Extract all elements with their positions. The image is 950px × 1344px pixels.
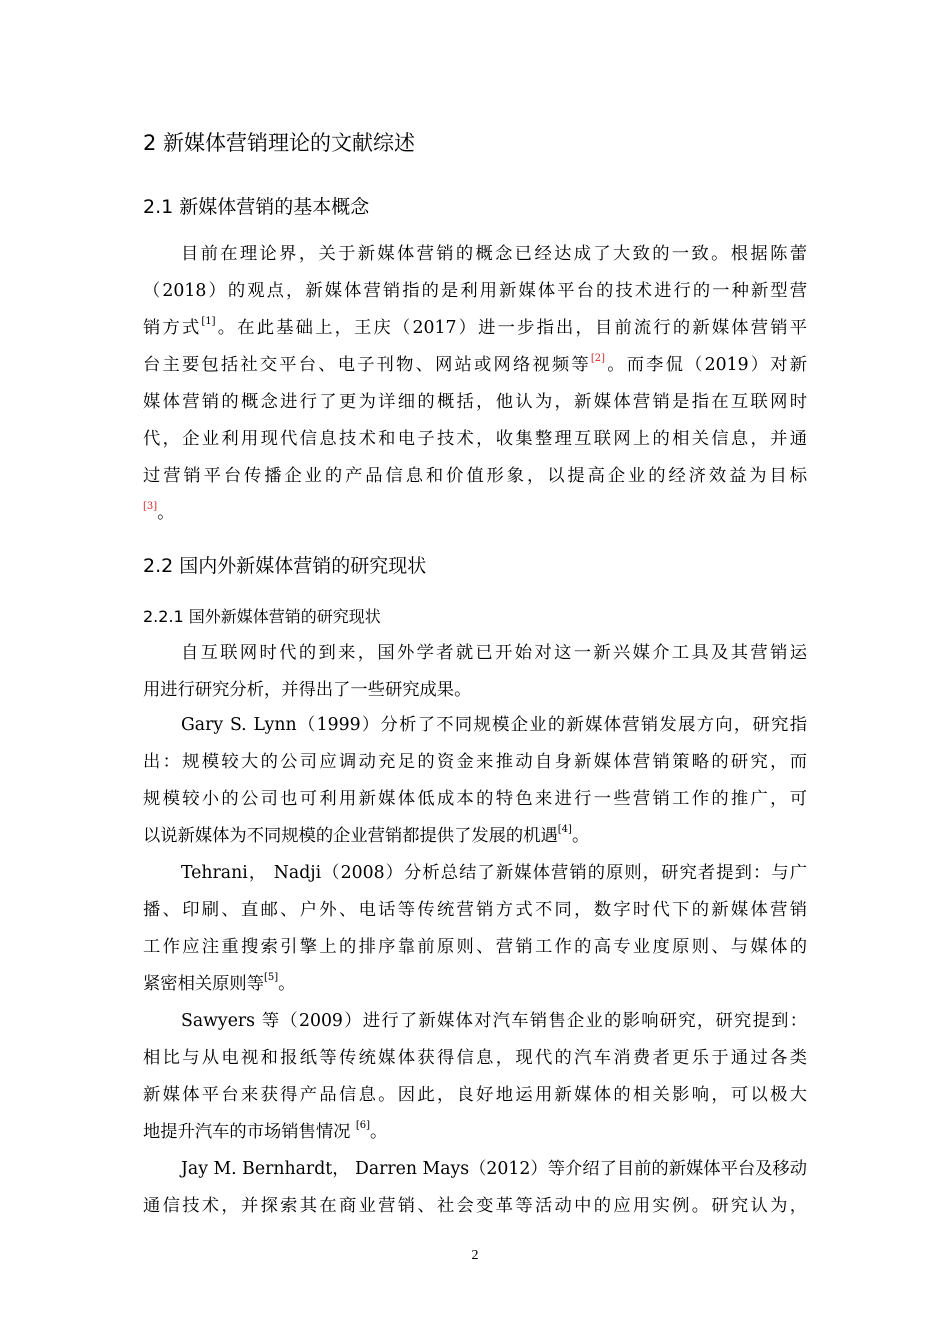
citation-ref: [1] (201, 316, 216, 328)
text-run: 台主要包括社交平台、电子刊物、网站或网络视频等 (143, 355, 591, 375)
text-run: 。 (370, 1122, 388, 1142)
text-line: 目前在理论界，关于新媒体营销的概念已经达成了大致的一致。根据陈蕾 (181, 244, 807, 264)
text-run: 。在此基础上，王庆（2017）进一步指出，目前流行的新媒体营销平 (215, 318, 807, 338)
text-line: Jay M. Bernhardt， Darren Mays（2012）等介绍了目前的新媒体平台及移动 (181, 1159, 807, 1179)
text-run: 。 (157, 503, 175, 523)
text-line: 工作应注重搜索引擎上的排序靠前原则、营销工作的高专业度原则、与媒体的 (143, 937, 807, 957)
text-run: 。而李侃（2019）对新 (605, 355, 807, 375)
text-line: 过营销平台传播企业的产品信息和价值形象，以提高企业的经济效益为目标 (143, 466, 807, 486)
text-line: 代，企业利用现代信息技术和电子技术，收集整理互联网上的相关信息，并通 (143, 429, 807, 449)
text-line: 通信技术，并探索其在商业营销、社会变革等活动中的应用实例。研究认为， (143, 1196, 807, 1216)
text-line: 相比与从电视和报纸等传统媒体获得信息，现代的汽车消费者更乐于通过各类 (143, 1048, 807, 1068)
section-heading-2-2: 2.2 国内外新媒体营销的研究现状 (143, 555, 427, 577)
citation-ref: [6] (355, 1120, 371, 1132)
paragraph-intro (143, 635, 807, 709)
paragraph-sawyers (143, 1003, 807, 1151)
text-run: 紧密相关原则等 (143, 974, 264, 994)
text-line: 媒体营销的概念进行了更为详细的概括，他认为，新媒体营销是指在互联网时 (143, 392, 807, 412)
text-line (143, 818, 807, 855)
text-line: 出：规模较大的公司应调动充足的资金来推动自身新媒体营销策略的研究，而 (143, 752, 807, 772)
paragraph-lynn (143, 707, 807, 855)
page-number: 2 (471, 1248, 479, 1263)
citation-ref: [3] (143, 501, 158, 513)
text-line (143, 347, 807, 384)
text-line: 新媒体平台来获得产品信息。因此，良好地运用新媒体的相关影响，可以极大 (143, 1085, 807, 1105)
text-line: Tehrani， Nadji（2008）分析总结了新媒体营销的原则，研究者提到：与广 (181, 863, 807, 883)
text-line: Gary S. Lynn（1999）分析了不同规模企业的新媒体营销发展方向，研究指 (181, 715, 807, 735)
text-line: Sawyers 等（2009）进行了新媒体对汽车销售企业的影响研究，研究提到： (181, 1011, 807, 1031)
paragraph-bernhardt (143, 1151, 807, 1225)
text-run: 以说新媒体为不同规模的企业营销都提供了发展的机遇 (143, 826, 558, 846)
paragraph-concept (143, 236, 807, 532)
text-line: 用进行研究分析，并得出了一些研究成果。 (143, 680, 472, 700)
subsection-heading-2-2-1: 2.2.1 国外新媒体营销的研究现状 (143, 607, 381, 626)
section-heading-2-1: 2.1 新媒体营销的基本概念 (143, 196, 370, 218)
citation-ref: [2] (590, 353, 606, 365)
text-line (143, 310, 807, 347)
text-line (143, 1114, 807, 1151)
text-line: 播、印刷、直邮、户外、电话等传统营销方式不同，数字时代下的新媒体营销 (143, 900, 807, 920)
text-line: 自互联网时代的到来，国外学者就已开始对这一新兴媒介工具及其营销运 (181, 643, 807, 663)
citation-ref: [4] (557, 824, 572, 836)
text-line: （2018）的观点，新媒体营销指的是利用新媒体平台的技术进行的一种新型营 (143, 281, 807, 301)
text-line (143, 495, 807, 532)
text-run: 。 (278, 974, 296, 994)
paragraph-tehrani (143, 855, 807, 1003)
chapter-heading: 2 新媒体营销理论的文献综述 (143, 131, 416, 155)
citation-ref: [5] (263, 972, 279, 984)
text-line (143, 966, 807, 1003)
text-run: 地提升汽车的市场销售情况 (143, 1122, 356, 1142)
text-run: 。 (571, 826, 590, 846)
text-line: 规模较小的公司也可利用新媒体低成本的特色来进行一些营销工作的推广，可 (143, 789, 807, 809)
text-run: 销方式 (143, 318, 202, 338)
